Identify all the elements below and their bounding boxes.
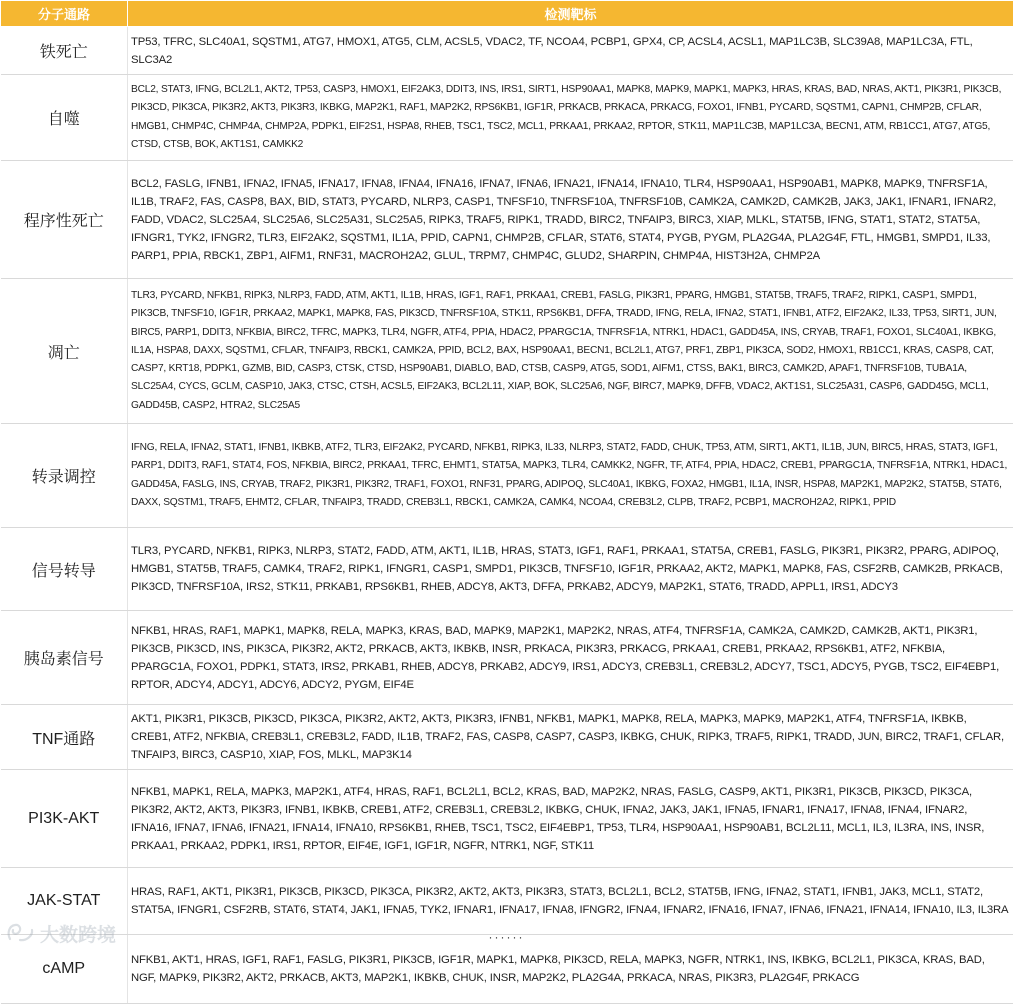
pathway-name: PI3K-AKT (1, 770, 128, 868)
table-row (1, 424, 1013, 528)
marker-genes: TP53, TFRC, SLC40A1, SQSTM1, ATG7, HMOX1, ATG5, CLM, ACSL5, VDAC2, TF, NCOA4, PCBP1, GPX4, CP, ACSL4, ACSL1, MAP1LC3B, SLC39A8, MAP1LC3A, FTL, SLC3A2 (128, 27, 1013, 75)
table-row (1, 705, 1013, 770)
pathway-name: 铁死亡 (1, 27, 128, 75)
table-header-row (1, 1, 1013, 27)
marker-genes: NFKB1, HRAS, RAF1, MAPK1, MAPK8, RELA, MAPK3, KRAS, BAD, MAPK9, MAP2K1, MAP2K2, NRAS, ATF4, TNFRSF1A, CAMK2A, CAMK2D, CAMK2B, AKT1, PIK3R1, PIK3CB, PIK3CD, INS, PIK3CA, PIK3R2, AKT2, PRKACB, AKT3, IKBKB, INSR, PRKACA, PIK3R3, PRKACG, PRKAA1, CREB1, PRKAA2, RPS6KB1, ATF2, NFKBIA, PPARGC1A, FOXO1, PDPK1, STAT3, IRS2, PRKAB1, RHEB, ADCY8, PRKAB2, ADCY9, IRS1, ADCY3, CREB3L1, CREB3L2, ADCY7, TSC1, ADCY5, PYGB, TSC2, EIF4EBP1, RPTOR, ADCY4, ADCY1, ADCY6, ADCY2, PYGM, EIF4E (128, 611, 1013, 705)
table-row (1, 75, 1013, 161)
table-row (1, 27, 1013, 75)
table-row (1, 161, 1013, 279)
pathway-name: 转录调控 (1, 424, 128, 528)
table-row (1, 770, 1013, 868)
pathway-name: 凋亡 (1, 279, 128, 424)
pathway-name: 程序性死亡 (1, 161, 128, 279)
pathway-name: cAMP (1, 935, 128, 1004)
marker-genes: AKT1, PIK3R1, PIK3CB, PIK3CD, PIK3CA, PIK3R2, AKT2, AKT3, PIK3R3, IFNB1, NFKB1, MAPK1, MAPK8, RELA, MAPK3, MAPK9, MAP2K1, ATF4, TNFRSF1A, IKBKB, CREB1, ATF2, NFKBIA, CREB3L1, CREB3L2, FADD, IL1B, TRAF2, FAS, CASP8, CASP7, CASP3, IKBKG, CHUK, RIPK3, TRAF5, RIPK1, TRADD, JUN, BIRC2, TRAF1, CFLAR, TNFAIP3, BIRC3, CASP10, XIAP, FOS, MLKL, MAP3K14 (128, 705, 1013, 770)
watermark-logo-icon (6, 922, 36, 944)
marker-genes: NFKB1, AKT1, HRAS, IGF1, RAF1, FASLG, PIK3R1, PIK3CB, IGF1R, MAPK1, MAPK8, PIK3CD, RELA, MAPK3, NGFR, NTRK1, INS, IKBKG, BCL2L1, PIK3CA, KRAS, BAD, NGF, MAPK9, PIK3R2, AKT2, PRKACB, AKT3, MAP2K1, IKBKB, CHUK, INSR, MAP2K2, PLA2G4A, PRKACA, NRAS, PIK3R3, PLA2G4F, PRKACG (128, 935, 1013, 1004)
marker-genes: IFNG, RELA, IFNA2, STAT1, IFNB1, IKBKB, ATF2, TLR3, EIF2AK2, PYCARD, NFKB1, RIPK3, IL33, NLRP3, STAT2, FADD, CHUK, TP53, ATM, SIRT1, AKT1, IL1B, JUN, BIRC5, HRAS, STAT3, IGF1, PARP1, DDIT3, RAF1, STAT4, FOS, NFKBIA, BIRC2, PRKAA1, TFRC, EHMT1, STAT5A, MAPK3, TLR4, CAMKK2, NGFR, TF, ATF4, PPIA, HDAC2, CREB1, PPARGC1A, TNFRSF1A, NTRK1, HDAC1, GADD45A, FASLG, INS, CRYAB, TRAF2, PIK3R1, PIK3R2, TRAF1, FOXO1, RNF31, PPARG, ADIPOQ, SLC40A1, IKBKG, FOXA2, HMGB1, IL1A, INSR, HSPA8, MAP2K1, MAP2K2, STAT5B, STAT6, DAXX, SQSTM1, TRAF5, EHMT2, CFLAR, TNFAIP3, TRADD, CREB3L1, RBCK1, CAMK2A, CAMK4, NCOA4, CREB3L2, CLPB, TRAF2, PCBP1, MACROH2A2, RIPK1, PPID (128, 424, 1013, 528)
pathway-name: 胰岛素信号 (1, 611, 128, 705)
continuation-ellipsis: ······ (0, 930, 1013, 944)
table-row (1, 935, 1013, 1004)
marker-genes: NFKB1, MAPK1, RELA, MAPK3, MAP2K1, ATF4, HRAS, RAF1, BCL2L1, BCL2, KRAS, BAD, MAP2K2, NRAS, FASLG, CASP9, AKT1, PIK3R1, PIK3CB, PIK3CD, PIK3CA, PIK3R2, AKT2, AKT3, PIK3R3, IFNB1, IKBKB, CREB1, ATF2, CREB3L1, CREB3L2, IKBKG, CHUK, IFNA2, JAK3, JAK1, IFNA5, IFNAR1, IFNA17, IFNA8, IFNA4, IFNAR2, IFNA16, IFNA7, IFNA6, IFNA21, IFNA14, IFNA10, RPS6KB1, RHEB, TSC1, TSC2, EIF4EBP1, TP53, TLR4, HSP90AA1, HSP90AB1, BCL2L11, MCL1, IL3, IL3RA, INS, INSR, PRKAA1, PRKAA2, PDPK1, IRS1, RPTOR, EIF4E, IGF1, IGF1R, NGFR, NTRK1, NGF, STK11 (128, 770, 1013, 868)
marker-genes: BCL2, FASLG, IFNB1, IFNA2, IFNA5, IFNA17, IFNA8, IFNA4, IFNA16, IFNA7, IFNA6, IFNA21, IFNA14, IFNA10, TLR4, HSP90AA1, HSP90AB1, MAPK8, MAPK9, TNFRSF1A, IL1B, TRAF2, FAS, CASP8, BAX, BID, STAT3, PYCARD, NLRP3, CASP1, TNFSF10, TNFRSF10A, TNFRSF10B, CAMK2A, CAMK2D, CAMK2B, JAK3, JAK1, IFNAR1, IFNAR2, FADD, VDAC2, SLC25A4, SLC25A6, SLC25A31, SLC25A5, RIPK3, TRAF5, RIPK1, TRADD, BIRC2, TNFAIP3, BIRC3, XIAP, MLKL, STAT5B, IFNG, STAT1, STAT2, STAT5A, IFNGR1, TYK2, IFNGR2, TLR3, EIF2AK2, SQSTM1, IL1A, PPID, CAPN1, CHMP2B, CFLAR, STAT6, STAT4, PYGB, PYGM, PLA2G4A, PLA2G4F, FTL, HMGB1, SMPD1, IL33, PARP1, PPIA, RBCK1, ZBP1, AIFM1, RNF31, MACROH2A2, GLUL, TRPM7, CHMP4C, GLUD2, SHARPIN, CHMP4A, HIST3H2A, CHMP2A (128, 161, 1013, 279)
watermark (6, 920, 116, 946)
header-markers: 检测靶标 (128, 1, 1013, 27)
table-row (1, 279, 1013, 424)
pathway-name: JAK-STAT (1, 868, 128, 935)
header-pathway: 分子通路 (1, 1, 128, 27)
marker-genes: HRAS, RAF1, AKT1, PIK3R1, PIK3CB, PIK3CD, PIK3CA, PIK3R2, AKT2, AKT3, PIK3R3, STAT3, BCL2L1, BCL2, STAT5B, IFNG, IFNA2, STAT1, IFNB1, JAK3, MCL1, STAT2, STAT5A, IFNGR1, CSF2RB, STAT6, STAT4, JAK1, IFNA5, TYK2, IFNAR1, IFNA17, IFNA8, IFNGR2, IFNA4, IFNAR2, IFNA16, IFNA7, IFNA6, IFNA21, IFNA14, IFNA10, IL3, IL3RA (128, 868, 1013, 935)
marker-genes: TLR3, PYCARD, NFKB1, RIPK3, NLRP3, STAT2, FADD, ATM, AKT1, IL1B, HRAS, STAT3, IGF1, RAF1, PRKAA1, STAT5A, CREB1, FASLG, PIK3R1, PIK3R2, PPARG, ADIPOQ, HMGB1, STAT5B, TRAF5, CAMK4, TRAF2, RIPK1, IFNGR1, CASP1, SMPD1, PIK3CB, TNFSF10, IGF1R, PRKAA2, AKT2, MAPK1, MAPK8, FAS, CSF2RB, CAMK2B, PRKACB, PIK3CD, TNFRSF10A, IRS2, STK11, PRKAB1, RPS6KB1, RHEB, ADCY8, AKT3, DFFA, PRKAB2, ADCY9, MAP2K1, STAT6, TRADD, APPL1, IRS1, ADCY3 (128, 528, 1013, 611)
watermark-text: 大数跨境 (40, 920, 116, 947)
pathway-name: TNF通路 (1, 705, 128, 770)
table-row (1, 611, 1013, 705)
pathway-name: 自噬 (1, 75, 128, 161)
table-row (1, 528, 1013, 611)
marker-genes: TLR3, PYCARD, NFKB1, RIPK3, NLRP3, FADD, ATM, AKT1, IL1B, HRAS, IGF1, RAF1, PRKAA1, CREB1, FASLG, PIK3R1, PPARG, HMGB1, STAT5B, TRAF5, TRAF2, RIPK1, CASP1, SMPD1, PIK3CB, TNFSF10, IGF1R, PRKAA2, MAPK1, MAPK8, FAS, PIK3CD, TNFRSF10A, STK11, RPS6KB1, DFFA, TRADD, IFNG, RELA, IFNA2, STAT1, IFNB1, ATF2, EIF2AK2, IL33, TP53, SIRT1, JUN, BIRC5, PARP1, DDIT3, NFKBIA, BIRC2, TFRC, MAPK3, TLR4, NGFR, ATF4, PPIA, HDAC2, PPARGC1A, TNFRSF1A, NTRK1, HDAC1, GADD45A, INS, CRYAB, TRAF1, FOXO1, SLC40A1, IKBKG, IL1A, HSPA8, DAXX, SQSTM1, CFLAR, TNFAIP3, RBCK1, CAMK2A, PPID, BCL2, BAX, HSP90AA1, BECN1, BCL2L1, ATG7, PRF1, ZBP1, PIK3CA, SOD2, HMOX1, RB1CC1, KRAS, CASP8, CAT, CASP7, KRT18, PDPK1, GZMB, BID, CASP3, CTSK, CTSD, HSP90AB1, DIABLO, BAD, CTSB, CASP9, ATG5, SOD1, AIFM1, CTSS, BAK1, BIRC3, CAMK2D, APAF1, TNFRSF10B, TUBA1A, SLC25A4, CYCS, GCLM, CASP10, JAK3, CTSC, CTSH, ACSL5, EIF2AK3, BCL2L11, XIAP, BOK, SLC25A6, NGF, BIRC7, MAPK9, DFFB, VDAC2, AKT1S1, SLC25A31, CASP6, GADD45G, MCL1, GADD45B, CASP2, HTRA2, SLC25A5 (128, 279, 1013, 424)
table-row (1, 868, 1013, 935)
marker-genes: BCL2, STAT3, IFNG, BCL2L1, AKT2, TP53, CASP3, HMOX1, EIF2AK3, DDIT3, INS, IRS1, SIRT1, HSP90AA1, MAPK8, MAPK9, MAPK1, MAPK3, HRAS, KRAS, BAD, NRAS, AKT1, PIK3R1, PIK3CB, PIK3CD, PIK3CA, PIK3R2, AKT3, PIK3R3, IKBKG, MAP2K1, RAF1, MAP2K2, RPS6KB1, IGF1R, PRKACB, PRKACA, PRKACG, FOXO1, IFNB1, PYCARD, SQSTM1, CAPN1, CHMP2B, CFLAR, HMGB1, CHMP4C, CHMP4A, CHMP2A, PDPK1, EIF2S1, HSPA8, RHEB, TSC1, TSC2, MCL1, PRKAA1, PRKAA2, RPTOR, STK11, MAP1LC3B, MAP1LC3A, BECN1, ATM, RB1CC1, ATG7, ATG5, CTSD, CTSB, BOK, AKT1S1, CAMKK2 (128, 75, 1013, 161)
pathway-name: 信号转导 (1, 528, 128, 611)
